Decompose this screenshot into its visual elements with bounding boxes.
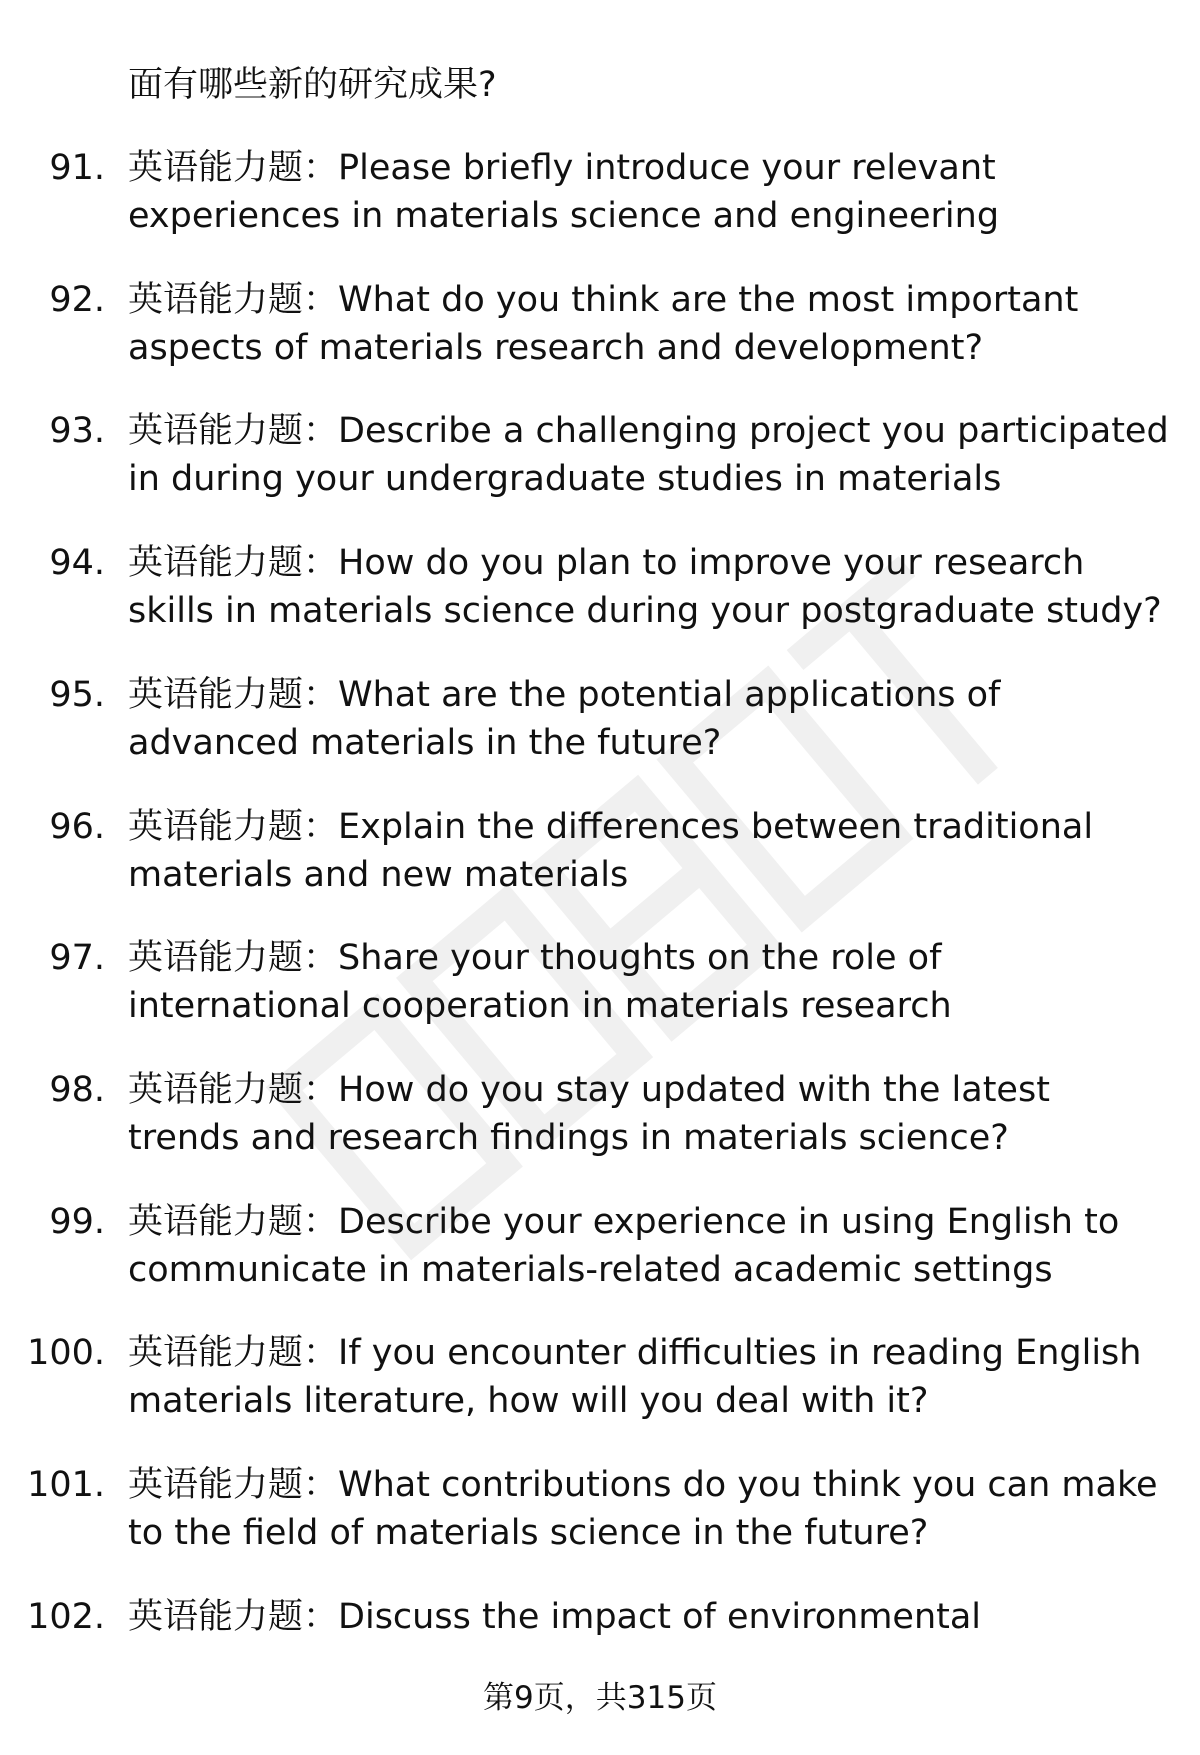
question-text: What are the potential applications of — [338, 675, 1001, 715]
question-line-1 — [128, 1066, 1050, 1114]
question-prefix: 英语能力题： — [128, 1597, 339, 1637]
question-number: 94. — [49, 543, 105, 583]
question-line-1 — [128, 1329, 1141, 1377]
question-text: Describe your experience in using English to — [338, 1202, 1120, 1242]
question-prefix: 英语能力题： — [128, 148, 339, 188]
question-prefix: 英语能力题： — [128, 280, 339, 320]
question-prefix: 英语能力题： — [128, 938, 339, 978]
question-number: 102. — [27, 1597, 105, 1637]
question-line-2: experiences in materials science and engineering — [128, 196, 1000, 236]
question-line-2: materials literature, how will you deal with it? — [128, 1381, 929, 1421]
question-line-1 — [128, 144, 996, 192]
question-text: How do you plan to improve your research — [338, 543, 1085, 583]
question-line-2: trends and research findings in materials science? — [128, 1118, 1009, 1158]
question-text: Please briefly introduce your relevant — [338, 148, 996, 188]
question-line-2: advanced materials in the future? — [128, 723, 722, 763]
question-prefix: 英语能力题： — [128, 1333, 339, 1373]
question-text: Share your thoughts on the role of — [338, 938, 942, 978]
question-prefix: 英语能力题： — [128, 411, 339, 451]
question-text: What do you think are the most important — [338, 280, 1079, 320]
question-text: What contributions do you think you can make — [338, 1465, 1158, 1505]
question-line-2: aspects of materials research and development? — [128, 328, 984, 368]
question-line-2: in during your undergraduate studies in materials — [128, 459, 1002, 499]
question-line-2: materials and new materials — [128, 855, 629, 895]
question-line-2: to the field of materials science in the future? — [128, 1513, 929, 1553]
question-number: 99. — [49, 1202, 105, 1242]
question-line-1 — [128, 671, 1000, 719]
question-line-1 — [128, 803, 1093, 851]
question-line-1 — [128, 934, 941, 982]
question-number: 98. — [49, 1070, 105, 1110]
question-prefix: 英语能力题： — [128, 1070, 339, 1110]
question-text: Explain the differences between traditional — [338, 807, 1094, 847]
question-number: 96. — [49, 807, 105, 847]
question-text: If you encounter difficulties in reading English — [338, 1333, 1142, 1373]
question-line-1 — [128, 1593, 981, 1641]
question-line-1 — [128, 1198, 1119, 1246]
continuation-line: 面有哪些新的研究成果? — [128, 65, 497, 105]
question-prefix: 英语能力题： — [128, 1202, 339, 1242]
question-prefix: 英语能力题： — [128, 807, 339, 847]
question-line-1 — [128, 539, 1084, 587]
question-number: 100. — [27, 1333, 105, 1373]
question-number: 93. — [49, 411, 105, 451]
question-number: 92. — [49, 280, 105, 320]
question-number: 101. — [27, 1465, 105, 1505]
question-line-2: skills in materials science during your postgraduate study? — [128, 591, 1162, 631]
question-text: Discuss the impact of environmental — [338, 1597, 982, 1637]
question-number: 95. — [49, 675, 105, 715]
question-number: 91. — [49, 148, 105, 188]
question-line-1 — [128, 407, 1169, 455]
question-prefix: 英语能力题： — [128, 543, 339, 583]
question-text: Describe a challenging project you participated — [338, 411, 1169, 451]
question-line-1 — [128, 1461, 1158, 1509]
question-line-1 — [128, 276, 1078, 324]
question-line-2: communicate in materials-related academic settings — [128, 1250, 1053, 1290]
question-prefix: 英语能力题： — [128, 675, 339, 715]
page-footer: 第9页，共315页 — [483, 1680, 717, 1716]
question-prefix: 英语能力题： — [128, 1465, 339, 1505]
question-line-2: international cooperation in materials research — [128, 986, 952, 1026]
question-text: How do you stay updated with the latest — [338, 1070, 1050, 1110]
question-number: 97. — [49, 938, 105, 978]
